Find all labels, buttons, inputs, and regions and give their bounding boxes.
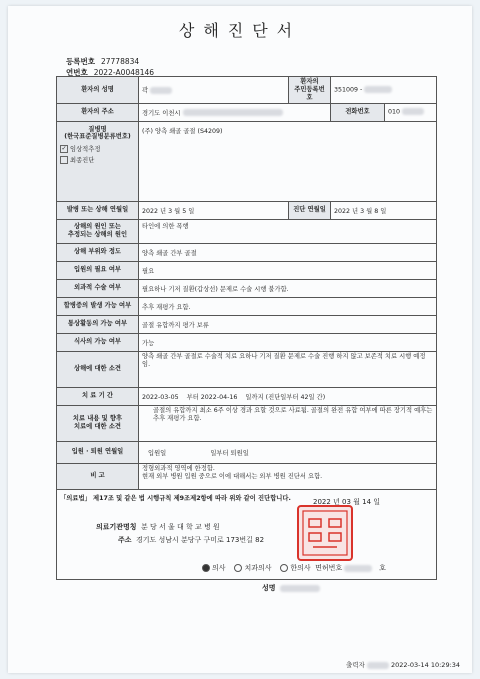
row-admission-need: [57, 261, 437, 279]
treatment-label: 치료 내용 및 향후 치료에 대한 소견: [57, 405, 139, 441]
row-cause: [57, 219, 437, 243]
row-treatment: [57, 405, 437, 441]
site-value: 양측 쇄골 간부 골절: [139, 243, 437, 261]
phone-label: 전화번호: [331, 103, 385, 121]
radio-empty-icon: [280, 564, 288, 572]
row-opinion: [57, 351, 437, 387]
diagnosis-date-label: 진단 연월일: [289, 201, 331, 219]
seal-pattern-icon: [299, 507, 351, 559]
surgery-label: 외과적 수술 여부: [57, 279, 139, 297]
dentist-radio[interactable]: 치과의사: [234, 564, 271, 572]
doctor-radio[interactable]: 의사: [202, 564, 226, 572]
check-icon: ✓: [61, 145, 67, 153]
diagnosis-label-cell: 질병명 (한국표준질병분류번호) ✓ 임상적추정 최종진단: [57, 121, 139, 201]
period-value: 2022-03-05 부터 2022-04-16 일까지 (진단일부터 42일 간): [139, 387, 437, 405]
registration-number: 등록번호 27778834: [66, 57, 140, 66]
admission-dates-label: 입원 · 퇴원 연월일: [57, 441, 139, 463]
complication-value: 추후 재평가 요함.: [139, 297, 437, 315]
signer-name-redacted: [280, 585, 320, 592]
print-footer: 출력자 2022-03-14 10:29:34: [346, 661, 461, 669]
row-remarks: [57, 463, 437, 489]
treatment-value: 골절의 유합까지 최소 6주 이상 경과 요할 것으로 사료됨. 골절의 완전 유합 여부에 따른 장기적 예후는 추후 재평가 요함.: [139, 405, 437, 441]
eating-label: 식사의 가능 여부: [57, 333, 139, 351]
row-eating: [57, 333, 437, 351]
admission-need-label: 입원의 필요 여부: [57, 261, 139, 279]
hospital-seal-icon: [297, 505, 353, 561]
checkbox-empty-icon: [60, 156, 68, 164]
complication-label: 합병증의 발생 가능 여부: [57, 297, 139, 315]
resident-id-label: 환자의 주민등록번호: [289, 77, 331, 104]
row-patient-name: [57, 77, 437, 104]
serial-number: 연번호 2022-A0048146: [66, 68, 155, 77]
resident-id-value: 351009 -: [331, 77, 437, 104]
row-address: [57, 103, 437, 121]
daily-life-value: 골절 유합까지 평가 보류: [139, 315, 437, 333]
remarks-value: 정형외과적 영역에 한정함. 현재 외부 병원 입원 중으로 이에 대해서는 외부 병원 진단서 요함.: [139, 463, 437, 489]
diagnosis-value: (주) 양측 쇄골 골절 (S4209): [139, 121, 437, 201]
row-diagnosis: [57, 121, 437, 201]
row-admission-dates: [57, 441, 437, 463]
row-complication: [57, 297, 437, 315]
site-label: 상해 부위와 정도: [57, 243, 139, 261]
surgery-value: 필요하나 기저 질환(갑상선) 문제로 수술 시행 불가함.: [139, 279, 437, 297]
injury-date-label: 발병 또는 상해 연월일: [57, 201, 139, 219]
document-title: 상해진단서: [178, 21, 302, 40]
cause-value: 타인에 의한 폭행: [139, 219, 437, 243]
row-daily-life: [57, 315, 437, 333]
opinion-value: 양측 쇄골 간부 골절로 수술적 치료 요하나 기저 질환 문제로 수술 진행 하지 않고 보존적 치료 시행 예정임.: [139, 351, 437, 387]
issue-date: 2022 년 03 월 14 일: [313, 498, 381, 506]
institution-row: 의료기관명칭 분 당 서 울 대 학 교 병 원: [96, 523, 220, 531]
printer-name-redacted: [367, 662, 389, 669]
opinion-label: 상해에 대한 소견: [57, 351, 139, 387]
oriental-doctor-radio[interactable]: 한의사: [280, 564, 310, 572]
institution-address-row: 주소 경기도 성남시 분당구 구미로 173번길 82: [118, 536, 265, 544]
license-number-redacted: [344, 565, 372, 572]
radio-empty-icon: [234, 564, 242, 572]
daily-life-label: 통상활동의 가능 여부: [57, 315, 139, 333]
radio-selected-icon: [202, 564, 210, 572]
remarks-label: 비 고: [57, 463, 139, 489]
address-label: 환자의 주소: [57, 103, 139, 121]
phone-value: 010: [385, 103, 437, 121]
row-period: [57, 387, 437, 405]
row-site: [57, 243, 437, 261]
row-surgery: [57, 279, 437, 297]
signer-row: 성명: [262, 583, 320, 593]
period-label: 치 료 기 간: [57, 387, 139, 405]
statute-text: 「의료법」 제17조 및 같은 법 시행규칙 제9조제2항에 따라 위와 같이 진단합니다.: [57, 489, 437, 579]
patient-name-label: 환자의 성명: [57, 77, 139, 104]
patient-name-value: 곽: [139, 77, 289, 104]
admission-need-value: 필요: [139, 261, 437, 279]
address-value: 경기도 이천시: [139, 103, 331, 121]
admission-dates-value: 입원일 일부터 퇴원일: [139, 441, 437, 463]
clinical-estimate-option[interactable]: ✓ 임상적추정: [61, 145, 101, 154]
cause-label: 상해의 원인 또는 추정되는 상해의 원인: [57, 219, 139, 243]
injury-date-value: 2022 년 3 월 5 일: [139, 201, 289, 219]
final-diagnosis-option[interactable]: 최종진단: [60, 156, 135, 165]
row-dates: [57, 201, 437, 219]
eating-value: 가능: [139, 333, 437, 351]
diagnosis-date-value: 2022 년 3 월 8 일: [331, 201, 437, 219]
license-row: 의사 치과의사 한의사 면허번호 호: [202, 563, 386, 573]
